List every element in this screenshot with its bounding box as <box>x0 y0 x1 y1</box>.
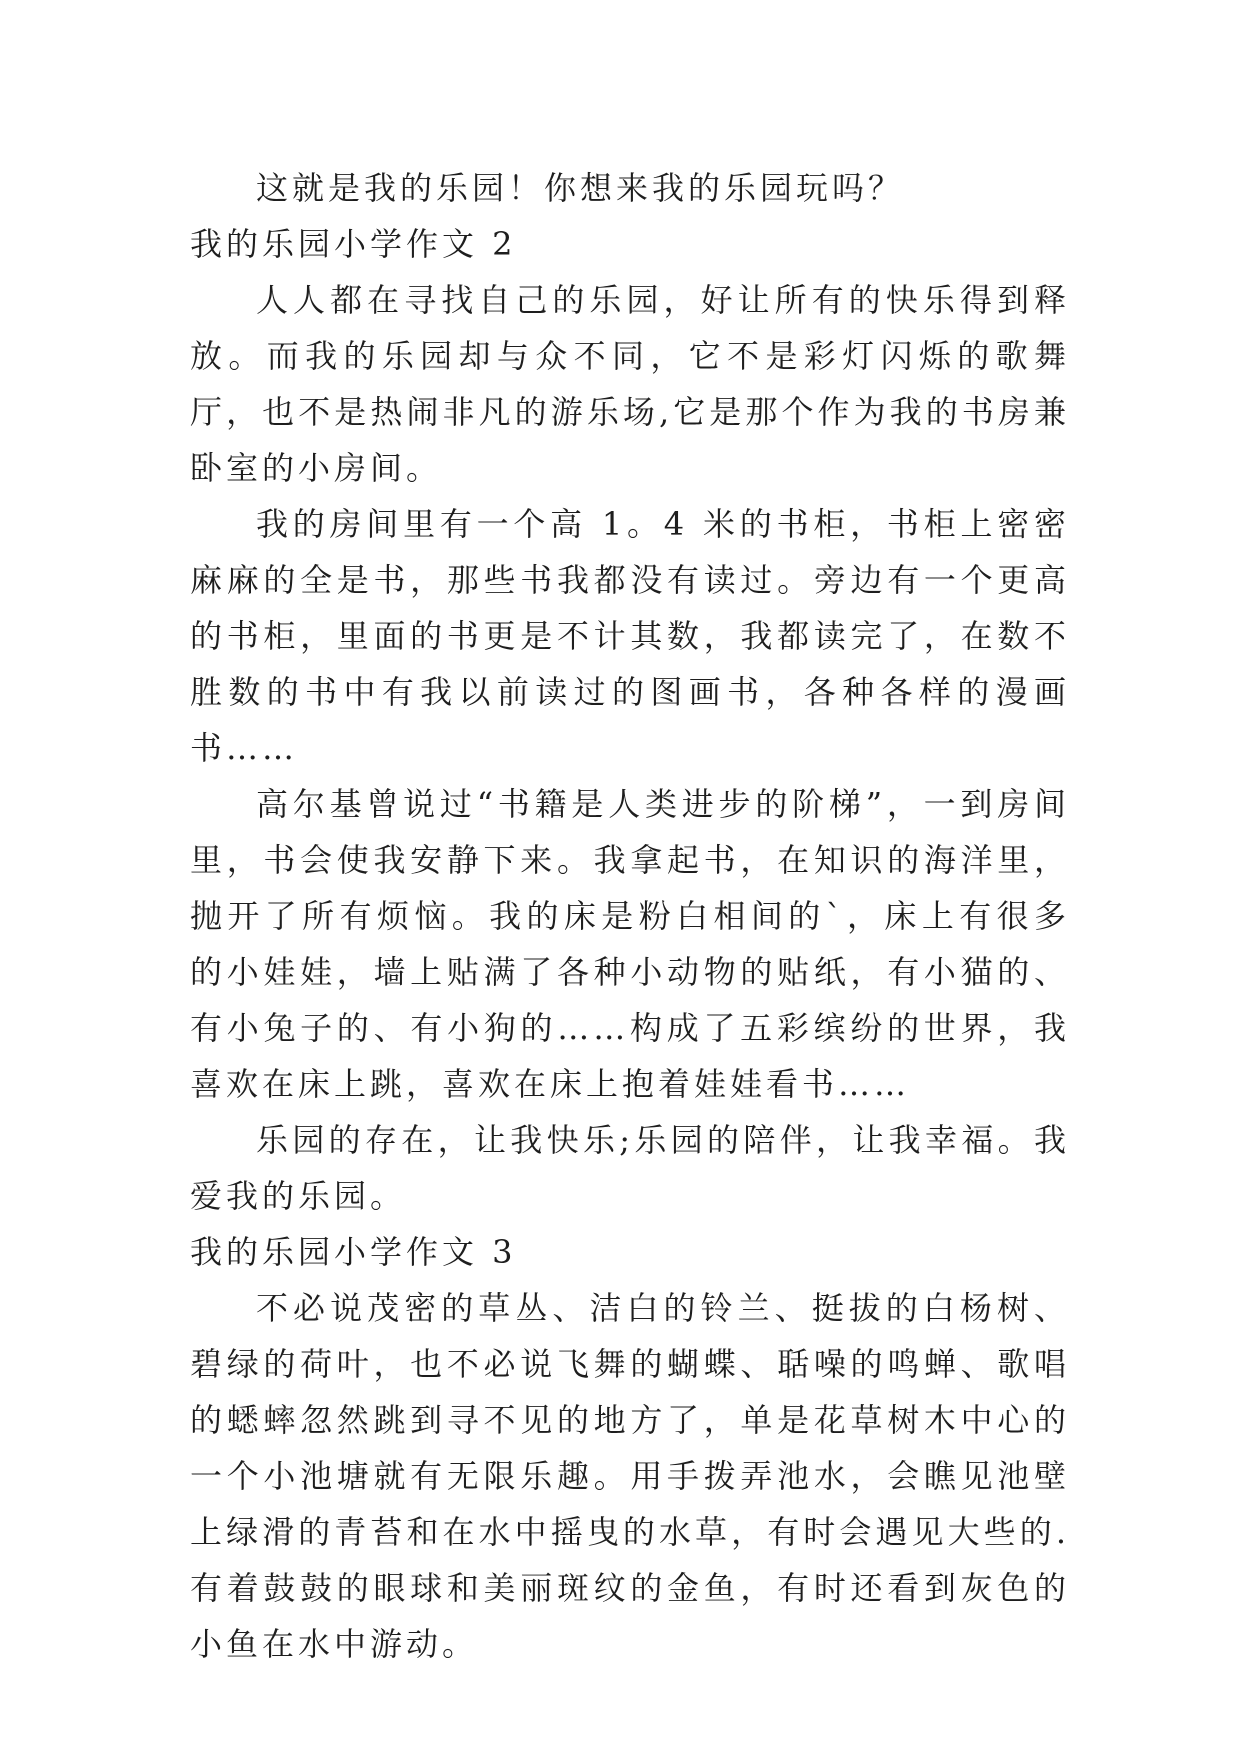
paragraph-gorky-quote: 高尔基曾说过“书籍是人类进步的阶梯”，一到房间里，书会使我安静下来。我拿起书，在知识的海洋里，抛开了所有烦恼。我的床是粉白相间的`，床上有很多的小娃娃，墙上贴满了各种小动物的贴纸，有小猫的、有小兔子的、有小狗的……构成了五彩缤纷的世界，我喜欢在床上跳，喜欢在床上抱着娃娃看书…… <box>190 785 1070 1103</box>
document-body <box>190 160 1070 1672</box>
paragraph-closing: 这就是我的乐园！你想来我的乐园玩吗？ <box>256 169 905 207</box>
paragraph-pond: 不必说茂密的草丛、洁白的铃兰、挺拔的白杨树、碧绿的荷叶，也不必说飞舞的蝴蝶、聒噪的鸣蝉、歌唱的蟋蟀忽然跳到寻不见的地方了，单是花草树木中心的一个小池塘就有无限乐趣。用手拨弄池水，会瞧见池壁上绿滑的青苔和在水中摇曳的水草，有时会遇见大些的.有着鼓鼓的眼球和美丽斑纹的金鱼，有时还看到灰色的小鱼在水中游动。 <box>190 1289 1070 1663</box>
essay-heading-2: 我的乐园小学作文 2 <box>190 225 517 263</box>
paragraph-intro: 人人都在寻找自己的乐园，好让所有的快乐得到释放。而我的乐园却与众不同，它不是彩灯闪烁的歌舞厅，也不是热闹非凡的游乐场,它是那个作为我的书房兼卧室的小房间。 <box>190 281 1070 487</box>
paragraph-conclusion: 乐园的存在，让我快乐;乐园的陪伴，让我幸福。我爱我的乐园。 <box>190 1121 1070 1215</box>
paragraph-bookshelf: 我的房间里有一个高 1。4 米的书柜，书柜上密密麻麻的全是书，那些书我都没有读过。旁边有一个更高的书柜，里面的书更是不计其数，我都读完了，在数不胜数的书中有我以前读过的图画书，各种各样的漫画书…… <box>190 505 1070 767</box>
essay-heading-3: 我的乐园小学作文 3 <box>190 1233 517 1271</box>
